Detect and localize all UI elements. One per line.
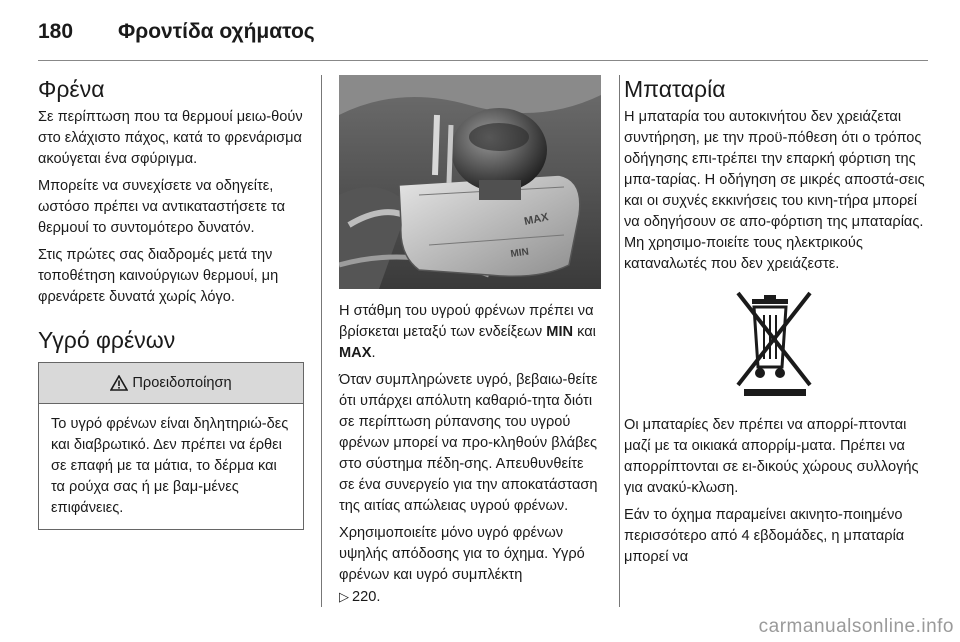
watermark: carmanualsonline.info: [758, 616, 954, 637]
fluid-type-text: Χρησιμοποιείτε μόνο υγρό φρένων υψηλής απόδοσης για το όχημα. Υγρό φρένων και υγρό συμπλέκτη: [339, 525, 585, 583]
warning-title: Προειδοποίηση: [132, 374, 232, 391]
heading-brake-fluid: Υγρό φρένων: [38, 327, 176, 353]
brakes-paragraph-2: Μπορείτε να συνεχίσετε να οδηγείτε, ωστόσο πρέπει να αντικαταστήσετε τα θερμουί το συντομότερο δυνατόν.: [38, 178, 286, 236]
column-divider-2: [619, 75, 620, 607]
column-battery: [624, 75, 926, 574]
column-divider-1: [321, 75, 322, 607]
heading-battery: Μπαταρία: [624, 76, 726, 102]
header-divider: [38, 60, 928, 61]
page-reference-icon: ▷: [339, 589, 349, 604]
warning-triangle-icon: [110, 375, 128, 391]
fluid-cleanliness-paragraph: Όταν συμπληρώνετε υγρό, βεβαιω-θείτε ότι υπάρχει απόλυτη καθαριό-τητα διότι σε περίπτωση ρύπανσης του υγρού φρένων μπορεί να προ-κληθούν βλάβες στο σύστημα πέδη-σης. Απευθυνθείτε σε ένα συνεργείο για την αποκατάσταση της αιτίας απώλειας υγρού φρένων.: [339, 372, 598, 514]
battery-paragraph-3: Εάν το όχημα παραμείνει ακινητο-ποιημένο περισσότερο από 4 εβδομάδες, η μπαταρία μπορεί να: [624, 507, 905, 565]
battery-paragraph-1: Η μπαταρία του αυτοκινήτου δεν χρειάζεται συντήρηση, με την προϋ-πόθεση ότι ο τρόπος οδήγησης επι-τρέπει την επαρκή φόρτιση της μπα-ταρίας. Η οδήγηση σε μικρές αποστά-σεις και οι συχνές εκκινήσεις του κινη-τήρα μπορεί να οδηγήσουν σε απο-φόρτιση της μπαταρίας. Μη χρησιμο-ποιείτε τους ηλεκτρικούς καταναλωτές που δεν χρειάζεστε.: [624, 109, 925, 272]
column-brakes: [38, 75, 306, 530]
page-header: [38, 14, 928, 50]
brakes-paragraph-1: Σε περίπτωση που τα θερμουί μειω-θούν στο ελάχιστο πάχος, κατά το φρενάρισμα ακούγεται ένα σφύριγμα.: [38, 109, 303, 167]
min-label: MIN: [546, 324, 574, 340]
brake-fluid-reservoir-photo: [339, 75, 601, 289]
fluid-type-paragraph: [339, 523, 601, 608]
max-label: MAX: [339, 345, 372, 361]
page-title: Φροντίδα οχήματος: [118, 20, 315, 43]
photo-label-min: MIN: [509, 246, 530, 260]
brakes-paragraph-3: Στις πρώτες σας διαδρομές μετά την τοποθέτηση καινούργιων θερμουί, μη φρενάρετε δυνατά χωρίς λόγο.: [38, 247, 279, 305]
photo-label-max: MAX: [523, 211, 550, 228]
fluid-level-paragraph: [339, 301, 601, 364]
crossed-out-wheelie-bin-icon: [730, 289, 820, 397]
page-number: 180: [38, 20, 74, 43]
fluid-level-text: Η στάθμη του υγρού φρένων πρέπει να βρίσκεται μεταξύ των ενδείξεων: [339, 303, 594, 340]
and-word: και: [577, 324, 596, 340]
warning-text: Το υγρό φρένων είναι δηλητηριώ-δες και διαβρωτικό. Δεν πρέπει να έρθει σε επαφή με τα μάτια, το δέρμα και τα ρούχα σας ή με βαμ-μένες επιφάνειες.: [51, 416, 289, 516]
page-reference[interactable]: 220.: [352, 589, 381, 605]
column-brake-fluid: [339, 75, 601, 614]
warning-header: [39, 363, 303, 404]
sentence-end: .: [371, 345, 376, 361]
warning-box: [38, 362, 304, 530]
heading-brakes: Φρένα: [38, 76, 105, 102]
battery-paragraph-2: Οι μπαταρίες δεν πρέπει να απορρί-πτονται μαζί με τα οικιακά απορρίμ-ματα. Πρέπει να απορρίπτονται σε ει-δικούς χώρους συλλογής για ανακύ-κλωση.: [624, 417, 919, 496]
